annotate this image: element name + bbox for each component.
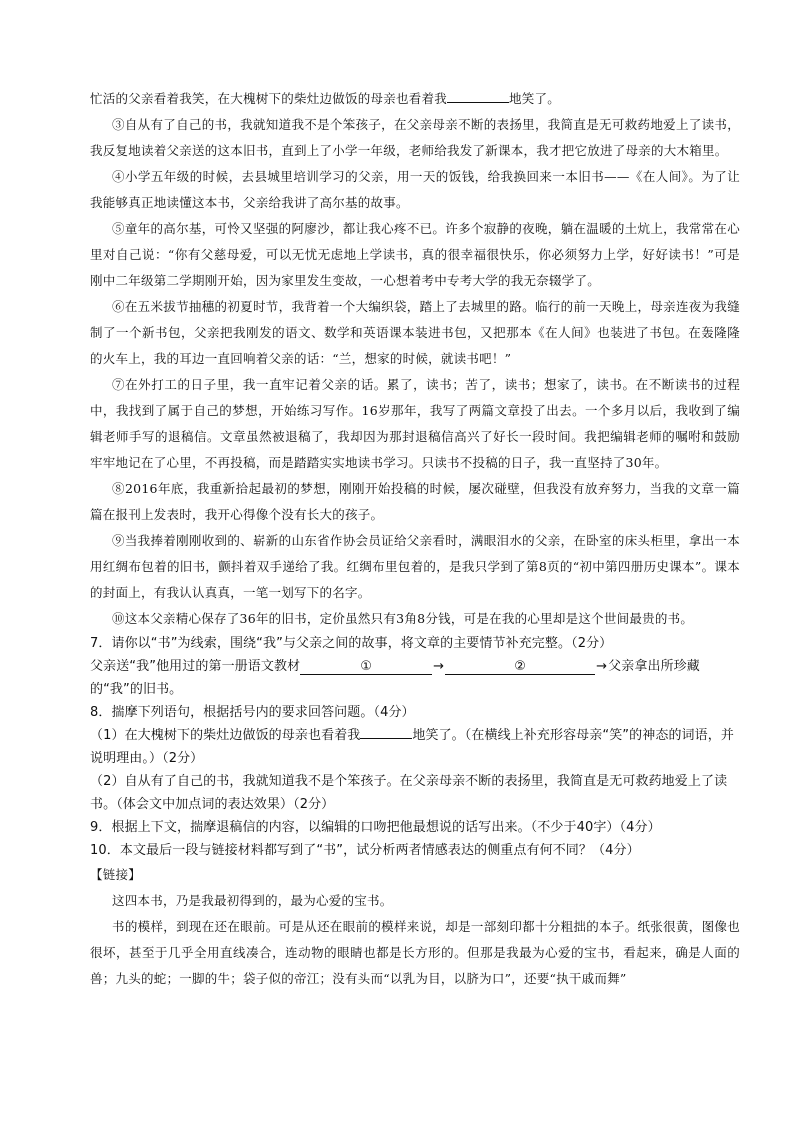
link-title: 【链接】 bbox=[90, 867, 142, 882]
passage-paragraph-8: ⑧2016年底，我重新拾起最初的梦想，刚刚开始投稿的时候，屡次碰壁，但我没有放弃努力，当我的文章一篇篇在报刊上发表时，我开心得像个没有长大的孩子。 bbox=[90, 481, 740, 522]
question-8-part-1 bbox=[90, 724, 740, 770]
blank-number-2: ② bbox=[514, 659, 527, 674]
passage-paragraph-4: ④小学五年级的时候，去县城里培训学习的父亲，用一天的饭钱，给我换回来一本旧书——《在人间》。为了让我能够真正地读懂这本书，父亲给我讲了高尔基的故事。 bbox=[90, 169, 740, 210]
exam-page bbox=[90, 86, 740, 992]
answer-blank-8-1[interactable] bbox=[360, 724, 412, 739]
question-text: 地笑了。（在横线上补充形容母亲“笑”的神态的词语，并说明理由。）（2分） bbox=[90, 728, 734, 766]
question-8: 8．揣摩下列语句，根据括号内的要求回答问题。（4分） bbox=[90, 705, 415, 720]
link-paragraph-2: 书的模样，到现在还在眼前。可是从还在眼前的模样来说，却是一部刻印都十分粗拙的本子。纸张很黄，图像也很坏，甚至于几乎全用直线凑合，连动物的眼睛也都是长方形的。但那是我最为心爱的宝书，看起来，确是人面的兽；九头的蛇；一脚的牛；袋子似的帝江；没有头而“以乳为目，以脐为口”，还要“执干戚而舞” bbox=[90, 919, 740, 986]
arrow-icon: → bbox=[596, 659, 608, 674]
question-10: 10．本文最后一段与链接材料都写到了“书”，试分析两者情感表达的侧重点有何不同？（4分） bbox=[90, 843, 640, 858]
passage-paragraph-6: ⑥在五米拔节抽穗的初夏时节，我背着一个大编织袋，踏上了去城里的路。临行的前一天晚上，母亲连夜为我缝制了一个新书包，父亲把我刚发的语文、数学和英语课本装进书包，又把那本《在人间》也装进了书包。在轰隆隆的火车上，我的耳边一直回响着父亲的话：“兰，想家的时候，就读书吧！” bbox=[90, 299, 740, 366]
answer-blank-1[interactable] bbox=[300, 660, 432, 675]
answer-blank-2[interactable] bbox=[445, 660, 595, 675]
passage-text: 地笑了。 bbox=[509, 91, 561, 106]
reading-passage bbox=[90, 86, 740, 632]
link-paragraph-1: 这四本书，乃是我最初得到的，最为心爱的宝书。 bbox=[112, 893, 393, 908]
question-7-plot-chain bbox=[90, 655, 740, 701]
passage-paragraph-2-continued bbox=[90, 86, 740, 112]
link-material bbox=[90, 862, 740, 992]
passage-paragraph-10: ⑩这本父亲精心保存了36年的旧书，定价虽然只有3角8分钱，可是在我的心里却是这个世间最贵的书。 bbox=[112, 611, 694, 626]
passage-paragraph-7: ⑦在外打工的日子里，我一直牢记着父亲的话。累了，读书；苦了，读书；想家了，读书。在不断读书的过程中，我找到了属于自己的梦想，开始练习写作。16岁那年，我写了两篇文章投了出去。一个多月以后，我收到了编辑老师手写的退稿信。文章虽然被退稿了，我却因为那封退稿信高兴了好长一段时间。我把编辑老师的嘱咐和鼓励牢牢地记在了心里，不再投稿，而是踏踏实实地读书学习。只读书不投稿的日子，我一直坚持了30年。 bbox=[90, 377, 740, 470]
answer-blank-smile[interactable] bbox=[447, 88, 509, 103]
question-text: （1）在大槐树下的柴灶边做饭的母亲也看着我 bbox=[90, 728, 361, 743]
passage-paragraph-5: ⑤童年的高尔基，可怜又坚强的阿廖沙，都让我心疼不已。许多个寂静的夜晚，躺在温暖的土炕上，我常常在心里对自己说：“你有父慈母爱，可以无忧无虑地上学读书，真的很幸福很快乐，你必须努力上学，好好读书！”可是刚中二年级第二学期刚开始，因为家里发生变故，一心想着考中专考大学的我无奈辍学了。 bbox=[90, 221, 740, 288]
question-8-part-2: （2）自从有了自己的书，我就知道我不是个笨孩子。在父亲母亲不断的表扬里，我简直是无可救药地爱上了读书。（体会文中加点词的表达效果）（2分） bbox=[90, 774, 728, 812]
plot-step-start: 父亲送“我”他用过的第一册语文教材 bbox=[90, 659, 301, 674]
passage-paragraph-9: ⑨当我捧着刚刚收到的、崭新的山东省作协会员证给父亲看时，满眼泪水的父亲，在卧室的床头柜里，拿出一本用红绸布包着的旧书，颤抖着双手递给了我。红绸布里包着的，是我只学到了第8页的“初中第四册历史课本”。课本的封面上，有我认认真真，一笔一划写下的名字。 bbox=[90, 533, 740, 600]
passage-paragraph-3: ③自从有了自己的书，我就知道我不是个笨孩子，在父亲母亲不断的表扬里，我简直是无可救药地爱上了读书，我反复地读着父亲送的这本旧书，直到上了小学一年级，老师给我发了新课本，我才把它放进了母亲的大木箱里。 bbox=[90, 117, 740, 158]
passage-text: 忙活的父亲看着我笑，在大槐树下的柴灶边做饭的母亲也看着我 bbox=[90, 91, 448, 106]
blank-number-1: ① bbox=[360, 659, 373, 674]
arrow-icon: → bbox=[433, 659, 445, 674]
question-section bbox=[90, 632, 740, 862]
question-7: 7．请你以“书”为线索，围绕“我”与父亲之间的故事，将文章的主要情节补充完整。（2分） bbox=[90, 636, 613, 651]
question-9: 9．根据上下文，揣摩退稿信的内容，以编辑的口吻把他最想说的话写出来。（不少于40字）（4分） bbox=[90, 820, 661, 835]
plot-step-end: 父亲拿出所珍藏的“我”的旧书。 bbox=[90, 659, 700, 697]
